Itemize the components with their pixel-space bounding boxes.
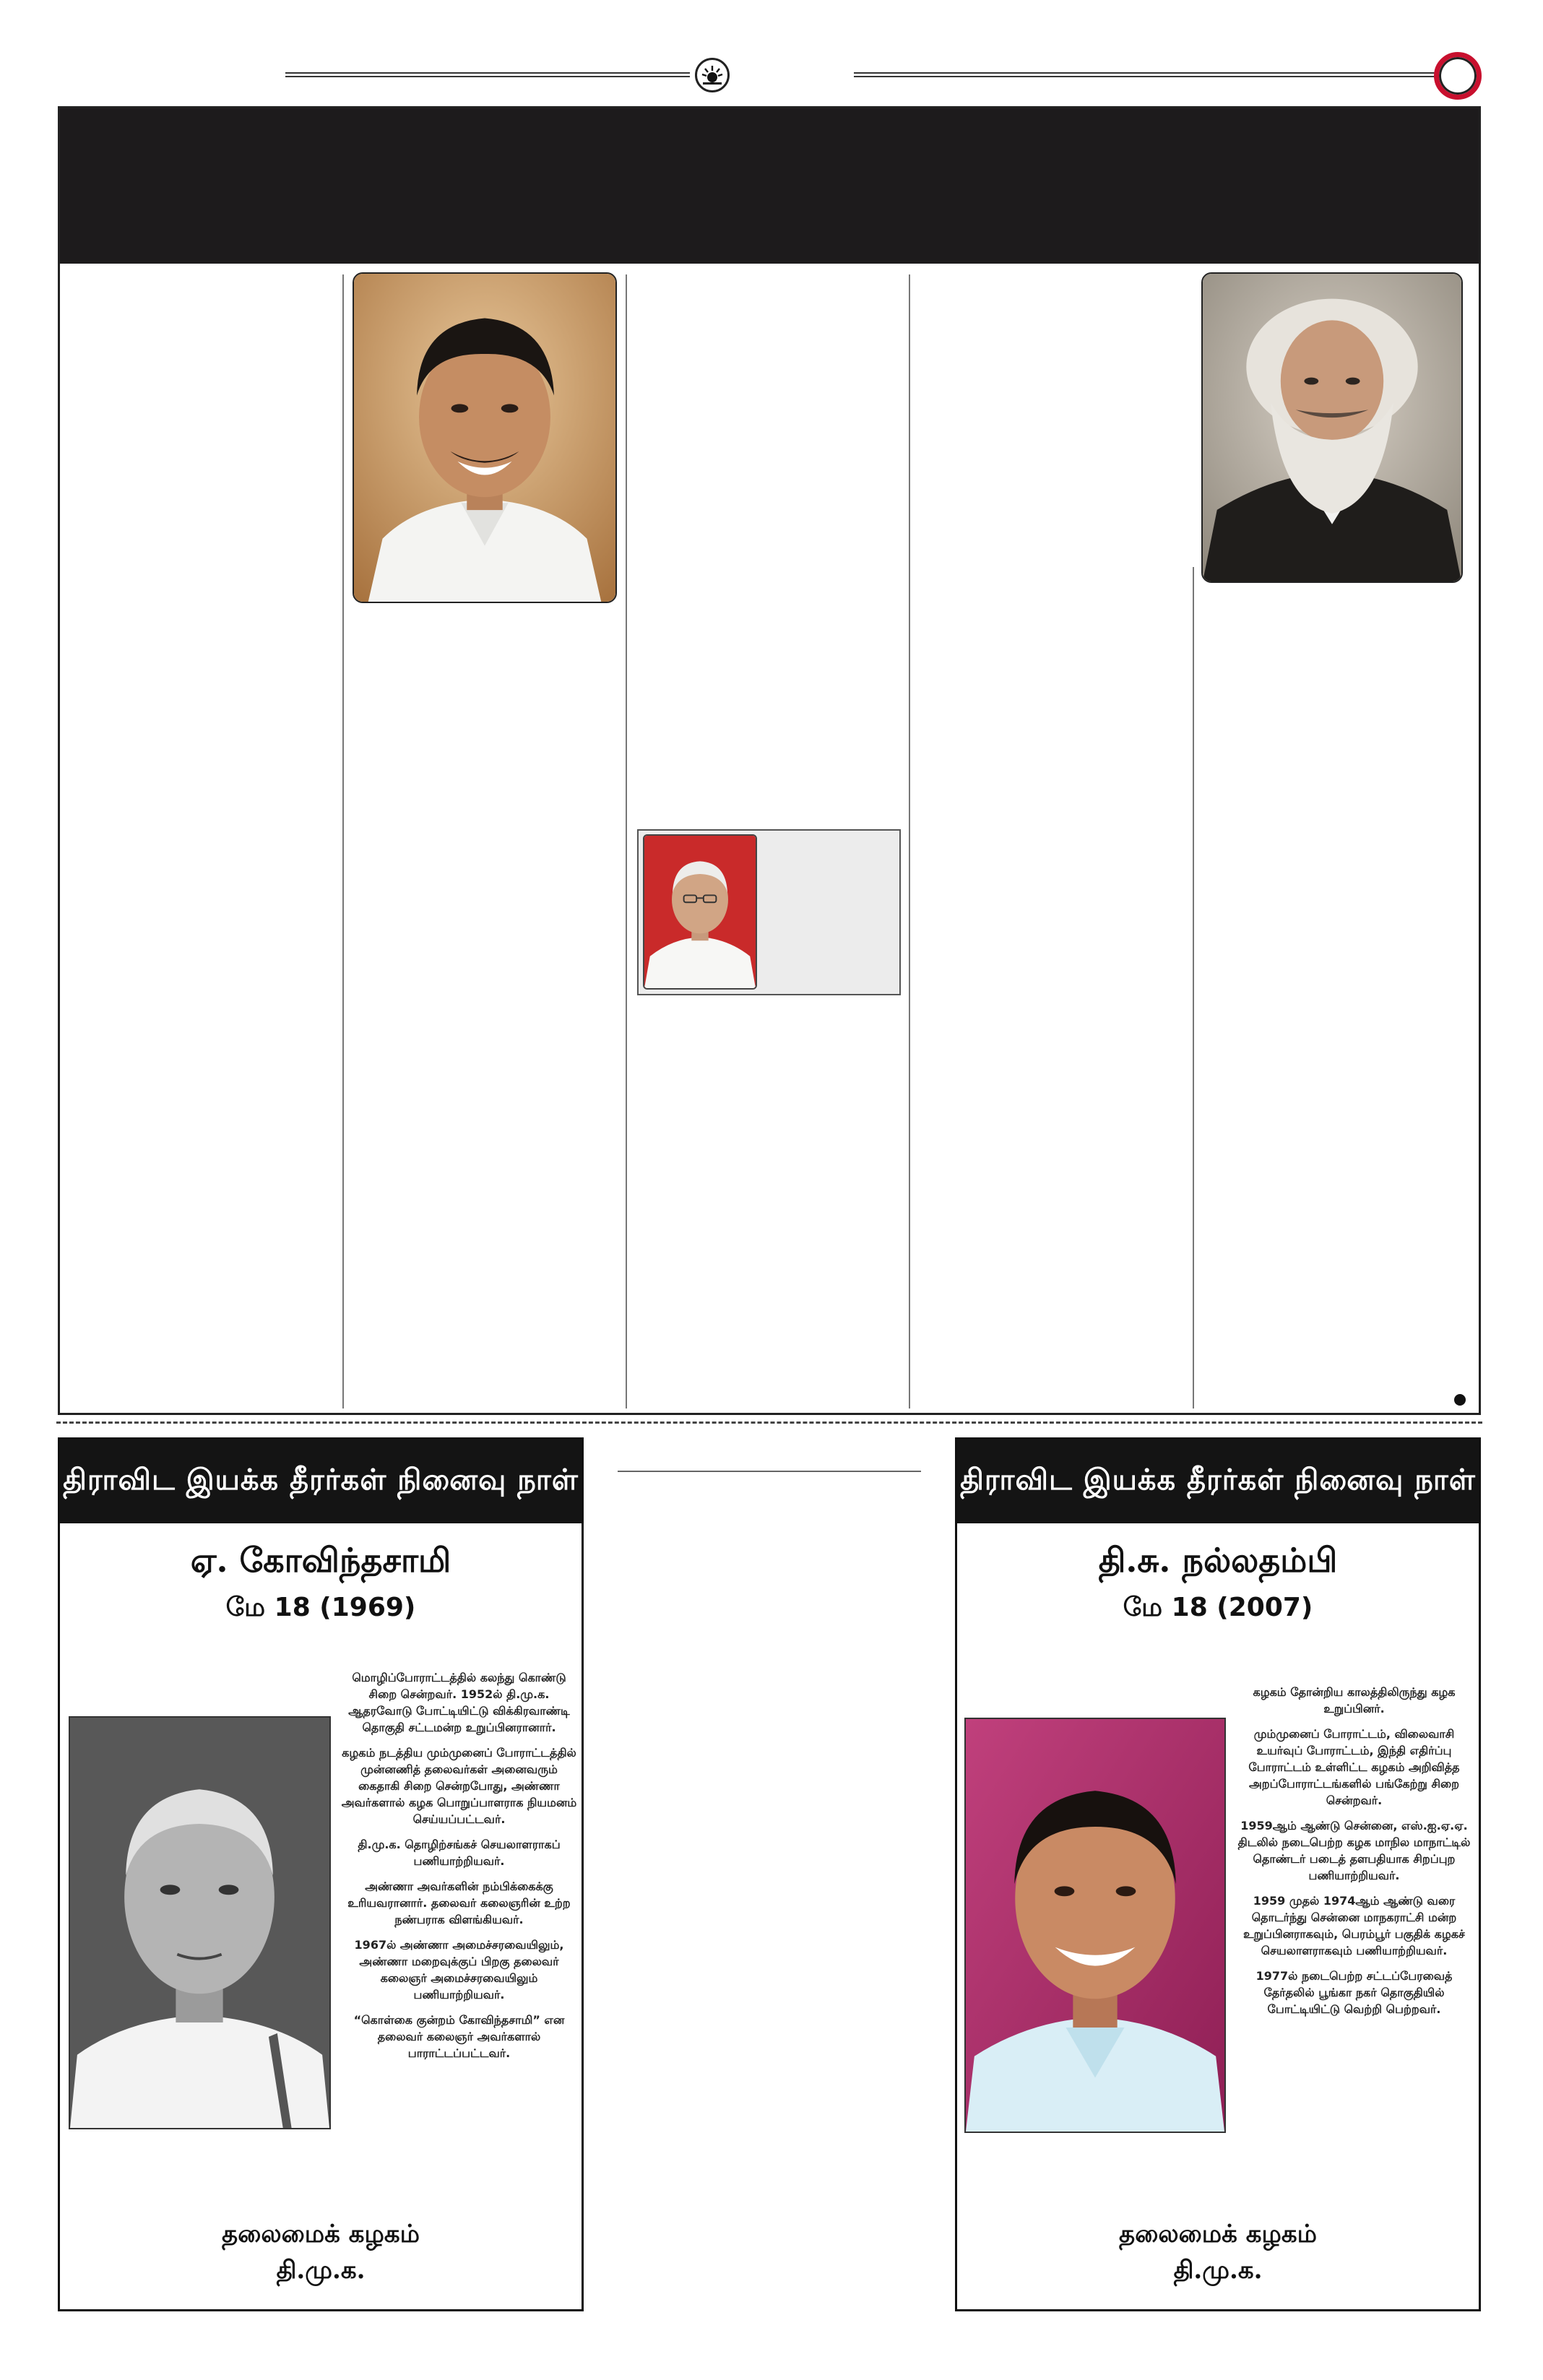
memorial-date: மே 18 (1969)	[225, 1593, 416, 1622]
memorial-card-govindasamy	[58, 1437, 584, 2311]
portrait-man-smiling-icon	[353, 272, 617, 603]
bio-paragraph: 1959 முதல் 1974ஆம் ஆண்டு வரை தொடர்ந்து சென்னை மாநகராட்சி மன்ற உறுப்பினராகவும், பெரம்பூர் பகுதிக் கழகச் செயலாளராகவும் பணியாற்றியவர்.	[1243, 1894, 1465, 1957]
dashed-separator	[56, 1421, 1482, 1424]
biography	[1233, 1684, 1475, 2026]
rising-sun-logo-icon	[695, 58, 730, 92]
bio-paragraph: மும்முனைப் போராட்டம், விலைவாசி உயர்வுப் போராட்டம், இந்தி எதிர்ப்பு போராட்டம் உள்ளிட்ட கழகம் அறிவித்த அறப்போராட்டங்களில் பங்கேற்று சிறை சென்றவர்.	[1248, 1727, 1460, 1807]
column-divider	[1193, 567, 1194, 1408]
card-heading: திராவிட இயக்க தீரர்கள் நினைவு நாள்	[60, 1440, 582, 1523]
bio-paragraph: கழகம் நடத்திய மும்முனைப் போராட்டத்தில் முன்னணித் தலைவர்கள் அனைவரும் கைதாகி சிறை சென்றபோது, அண்ணா அவர்களால் கழக பொறுப்பாளராக நியமனம் செய்யப்பட்டவர்.	[341, 1746, 577, 1826]
bio-paragraph: “கொள்கை குன்றம் கோவிந்தசாமி” என தலைவர் கலைஞர் அவர்களால் பாராட்டப்பட்டவர்.	[353, 2013, 565, 2060]
masthead-rule-right	[854, 72, 1435, 77]
bio-paragraph: கழகம் தோன்றிய காலத்திலிருந்து கழக உறுப்பினர்.	[1253, 1685, 1456, 1715]
signature-party: தி.மு.க.	[1173, 2256, 1263, 2285]
bio-paragraph: மொழிப்போராட்டத்தில் கலந்து கொண்டு சிறை சென்றவர். 1952ல் தி.மு.க. ஆதரவோடு போட்டியிட்டு விக்கிரவாண்டி தொகுதி சட்டமன்ற உறுப்பினரானார்.	[348, 1671, 570, 1734]
end-dot	[1454, 1394, 1466, 1406]
signature-organization: தலைமைக் கழகம்	[222, 2220, 420, 2249]
page-marker-circle-icon	[1434, 52, 1482, 100]
column-divider	[342, 274, 344, 1408]
signature-organization: தலைமைக் கழகம்	[1119, 2220, 1317, 2249]
bio-paragraph: 1977ல் நடைபெற்ற சட்டப்பேரவைத் தேர்தலில் பூங்கா நகர் தொகுதியில் போட்டியிட்டு வெற்றி பெற்றவர்.	[1255, 1969, 1453, 2016]
bio-paragraph: அண்ணா அவர்களின் நம்பிக்கைக்கு உரியவரானார். தலைவர் கலைஞரின் உற்ற நண்பராக விளங்கியவர்.	[347, 1879, 571, 1926]
portrait-color-smiling-man-icon	[964, 1718, 1226, 2133]
biography	[338, 1669, 580, 2070]
portrait-grayscale-elderly-man-icon	[69, 1716, 331, 2129]
portrait-elderly-man-red-bg-icon	[643, 834, 757, 990]
memorial-date: மே 18 (2007)	[1123, 1593, 1313, 1622]
bio-paragraph: 1967ல் அண்ணா அமைச்சரவையிலும், அண்ணா மறைவுக்குப் பிறகு தலைவர் கலைஞர் அமைச்சரவையிலும் பணியாற்றியவர்.	[354, 1938, 564, 2002]
card-heading: திராவிட இயக்க தீரர்கள் நினைவு நாள்	[957, 1440, 1479, 1523]
center-rule	[618, 1471, 921, 1472]
masthead-rule-left	[285, 72, 690, 77]
top-black-band	[60, 108, 1479, 264]
signature-party: தி.மு.க.	[276, 2256, 366, 2285]
column-divider	[909, 274, 910, 1408]
memorial-card-nallathambi	[955, 1437, 1481, 2311]
bio-paragraph: தி.மு.க. தொழிற்சங்கச் செயலாளராகப் பணியாற்றியவர்.	[358, 1838, 561, 1868]
column-divider	[626, 274, 627, 1408]
portrait-bearded-man-icon	[1201, 272, 1463, 583]
bio-paragraph: 1959ஆம் ஆண்டு சென்னை, எஸ்.ஐ.ஏ.ஏ. திடலில் நடைபெற்ற கழக மாநில மாநாட்டில் தொண்டர் படைத் தளபதியாக சிறப்புற பணியாற்றியவர்.	[1237, 1819, 1471, 1882]
person-name: ஏ. கோவிந்தசாமி	[190, 1541, 451, 1580]
person-name: தி.சு. நல்லதம்பி	[1098, 1541, 1338, 1580]
